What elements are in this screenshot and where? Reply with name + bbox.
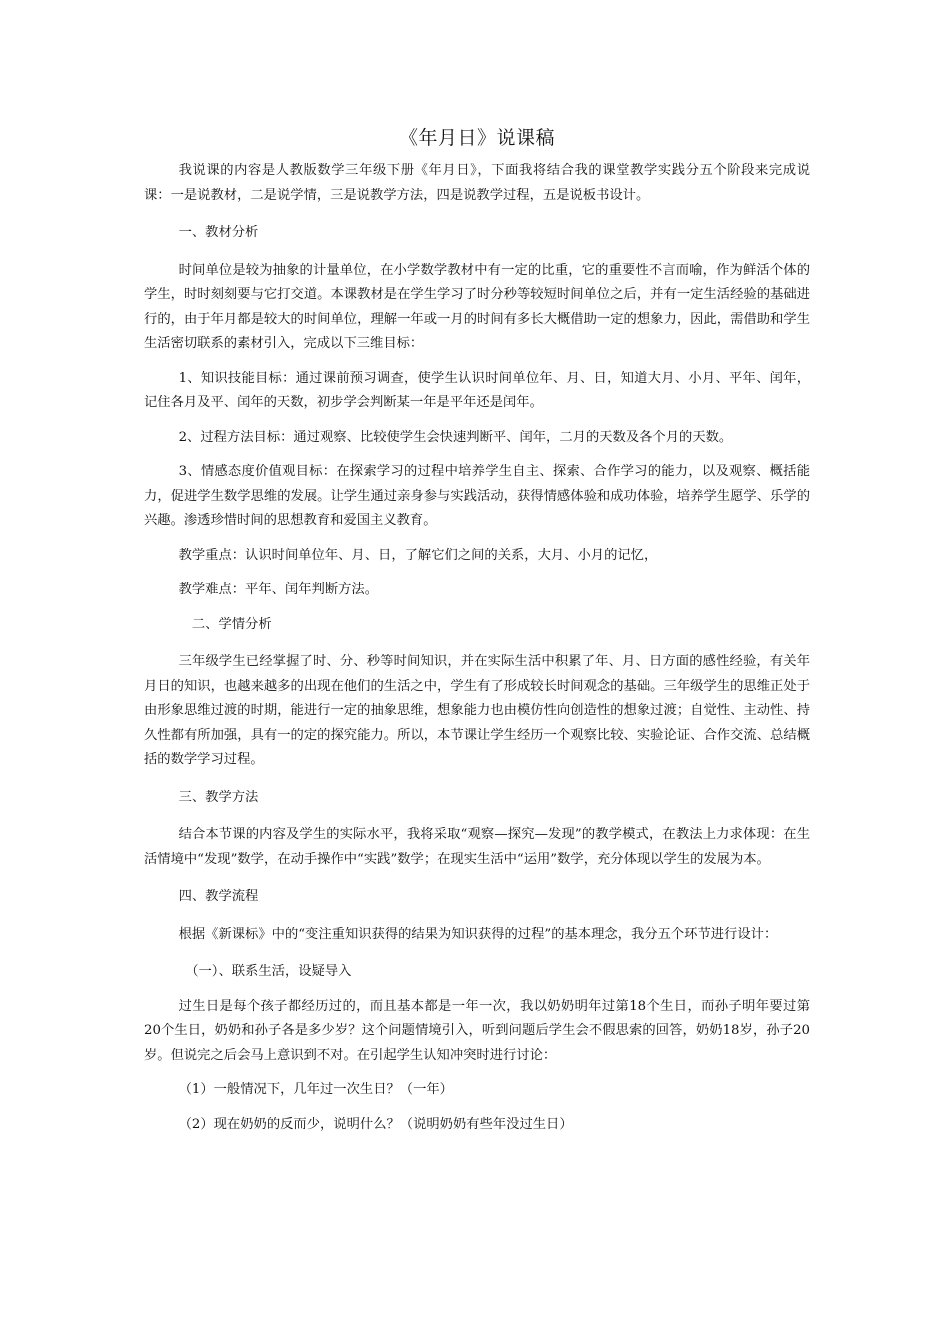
textbook-analysis-paragraph: 时间单位是较为抽象的计量单位，在小学数学教材中有一定的比重，它的重要性不言而喻，作为鲜活个体的学生，时时刻刻要与它打交道。本课教材是在学生学习了时分秒等较短时间单位之后，并有一定生活经验的基础进行的，由于年月都是较大的时间单位，理解一年或一月的时间有多长大概借助一定的想象力，因此，需借助和学生生活密切联系的素材引入，完成以下三维目标： (144, 262, 810, 351)
teaching-method-paragraph: 结合本节课的内容及学生的实际水平，我将采取“观察—探究—发现”的教学模式，在教法上力求体现：在生活情境中“发现”数学，在动手操作中“实践”数学；在现实生活中“运用”数学，充分体现以学生的发展为本。 (144, 827, 810, 867)
goal-emotion-paragraph: 3、情感态度价值观目标：在探索学习的过程中培养学生自主、探索、合作学习的能力，以及观察、概括能力，促进学生数学思维的发展。让学生通过亲身参与实践活动，获得情感体验和成功体验，培养学生愿学、乐学的兴趣。渗透珍惜时间的思想教育和爱国主义教育。 (144, 464, 810, 528)
section-heading-student-analysis: 二、学情分析 (191, 616, 272, 632)
student-analysis-paragraph: 三年级学生已经掌握了时、分、秒等时间知识，并在实际生活中积累了年、月、日方面的感性经验，有关年月日的知识，也越来越多的出现在他们的生活之中，学生有了形成较长时间观念的基础。三年级学生的思维正处于由形象思维过渡的时期，能进行一定的抽象思维，想象能力也由模仿性向创造性的想象过渡；自觉性、主动性、持久性都有所加强，具有一的定的探究能力。所以，本节课让学生经历一个观察比较、实验论证、合作交流、总结概括的数学学习过程。 (144, 654, 810, 767)
goal-process-paragraph: 2、过程方法目标：通过观察、比较使学生会快速判断平、闰年，二月的天数及各个月的天数。 (178, 429, 733, 445)
teaching-difficulty-paragraph: 教学难点：平年、闰年判断方法。 (178, 582, 379, 597)
document-title: 《年月日》说课稿 (398, 127, 555, 149)
question-1-paragraph: （1）一般情况下，几年过一次生日？（一年） (178, 1082, 453, 1097)
teaching-flow-paragraph: 根据《新课标》中的“变注重知识获得的结果为知识获得的过程”的基本理念，我分五个环节进行设计： (178, 926, 778, 942)
subsection-heading-intro: （一）、联系生活，设疑导入 (185, 964, 352, 979)
section-heading-textbook-analysis: 一、教材分析 (178, 225, 259, 240)
teaching-focus-paragraph: 教学重点：认识时间单位年、月、日，了解它们之间的关系，大月、小月的记忆， (178, 547, 658, 563)
birthday-scenario-paragraph: 过生日是每个孩子都经历过的，而且基本都是一年一次，我以奶奶明年过第18个生日，而孙子明年要过第20个生日，奶奶和孙子各是多少岁？这个问题情境引入，听到问题后学生会不假思索的回答，奶奶18岁，孙子20岁。但说完之后会马上意识到不对。在引起学生认知冲突时进行讨论： (144, 998, 810, 1063)
document-body (144, 124, 810, 1137)
intro-paragraph: 我说课的内容是人教版数学三年级下册《年月日》，下面我将结合我的课堂教学实践分五个阶段来完成说课：一是说教材，二是说学情，三是说教学方法，四是说教学过程，五是说板书设计。 (144, 163, 810, 203)
section-heading-teaching-flow: 四、教学流程 (178, 889, 259, 904)
goal-knowledge-paragraph: 1、知识技能目标：通过课前预习调查，使学生认识时间单位年、月、日，知道大月、小月、平年、闰年，记住各月及平、闰年的天数，初步学会判断某一年是平年还是闰年。 (144, 370, 810, 410)
section-heading-teaching-method: 三、教学方法 (178, 789, 259, 805)
question-2-paragraph: （2）现在奶奶的反而少，说明什么？（说明奶奶有些年没过生日） (178, 1116, 573, 1132)
